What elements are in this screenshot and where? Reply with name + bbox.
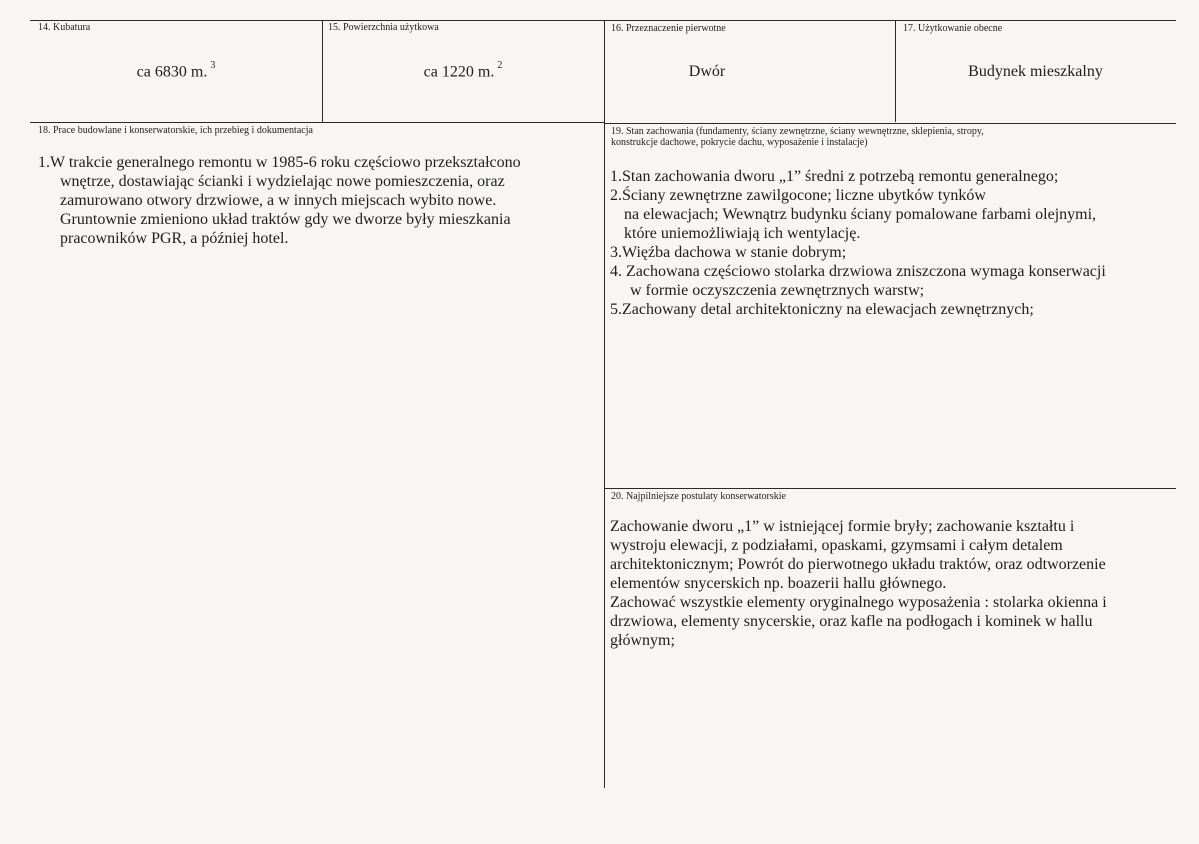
field19-text (610, 167, 1174, 319)
field20-label: 20. Najpilniejsze postulaty konserwatorskie (611, 491, 786, 502)
field15-label: 15. Powierzchnia użytkowa (328, 22, 439, 33)
field18-label: 18. Prace budowlane i konserwatorskie, ich przebieg i dokumentacja (38, 125, 313, 136)
f19-line: które uniemożliwiają ich wentylację. (624, 225, 861, 242)
volume-unit-exponent: 3 (210, 60, 216, 71)
field18-text (38, 153, 598, 248)
f20-line: Zachować wszystkie elementy oryginalnego wyposażenia : stolarka okienna i (610, 594, 1107, 611)
f20-line: głównym; (610, 632, 675, 649)
f19-label-line1: 19. Stan zachowania (fundamenty, ściany zewnętrzne, ściany wewnętrzne, sklepienia, stropy, (611, 126, 984, 137)
f18-line: pracowników PGR, a później hotel. (60, 230, 289, 247)
row1-bottom-left (30, 122, 604, 123)
row1-bottom-right (604, 123, 1176, 124)
field20-text (610, 517, 1174, 650)
f19-line: 5.Zachowany detal architektoniczny na elewacjach zewnętrznych; (610, 301, 1034, 318)
field17-label: 17. Użytkowanie obecne (903, 23, 1003, 34)
field19-label (611, 126, 984, 148)
field15-value (322, 62, 604, 81)
f19-line: 1.Stan zachowania dworu „1” średni z potrzebą remontu generalnego; (610, 168, 1059, 185)
volume-value: ca 6830 m. (136, 63, 208, 81)
f19-label-line2: konstrukcje dachowe, pokrycie dachu, wyposażenie i instalacje) (611, 137, 868, 148)
f20-line: Zachowanie dworu „1” w istniejącej formie bryły; zachowanie kształtu i (610, 518, 1075, 535)
field16-value: Dwór (688, 63, 726, 80)
section20-top (604, 488, 1176, 489)
f19-line: 2.Ściany zewnętrzne zawilgocone; liczne ubytków tynków (610, 187, 986, 204)
f19-line: w formie oczyszczenia zewnętrznych warstw; (630, 282, 925, 299)
divider-15-16 (604, 20, 605, 788)
f20-line: architektonicznym; Powrót do pierwotnego układu traktów, oraz odtworzenie (610, 556, 1106, 573)
f20-line: drzwiowa, elementy snycerskie, oraz kafle na podłogach i kominek w hallu (610, 613, 1093, 630)
field16-label: 16. Przeznaczenie pierwotne (611, 23, 726, 34)
field17-value: Budynek mieszkalny (968, 63, 1103, 80)
top-border (30, 20, 1176, 21)
area-value: ca 1220 m. (423, 63, 495, 81)
field14-value (30, 62, 322, 81)
f20-line: elementów snycerskich np. boazerii hallu głównego. (610, 575, 947, 592)
f18-line: zamurowano otwory drzwiowe, a w innych miejscach wybito nowe. (60, 192, 497, 209)
f19-line: na elewacjach; Wewnątrz budynku ściany pomalowane farbami olejnymi, (624, 206, 1097, 223)
f18-line: 1.W trakcie generalnego remontu w 1985-6 roku częściowo przekształcono (38, 154, 521, 171)
field14-label: 14. Kubatura (38, 22, 91, 33)
area-unit-exponent: 2 (497, 60, 503, 71)
f20-line: wystroju elewacji, z podziałami, opaskami, gzymsami i całym detalem (610, 537, 1063, 554)
f19-line: 4. Zachowana częściowo stolarka drzwiowa zniszczona wymaga konserwacji (610, 263, 1106, 280)
f19-line: 3.Więźba dachowa w stanie dobrym; (610, 244, 847, 261)
f18-line: wnętrze, dostawiając ścianki i wydzielając nowe pomieszczenia, oraz (60, 173, 505, 190)
f18-line: Gruntownie zmieniono układ traktów gdy we dworze były mieszkania (60, 211, 511, 228)
